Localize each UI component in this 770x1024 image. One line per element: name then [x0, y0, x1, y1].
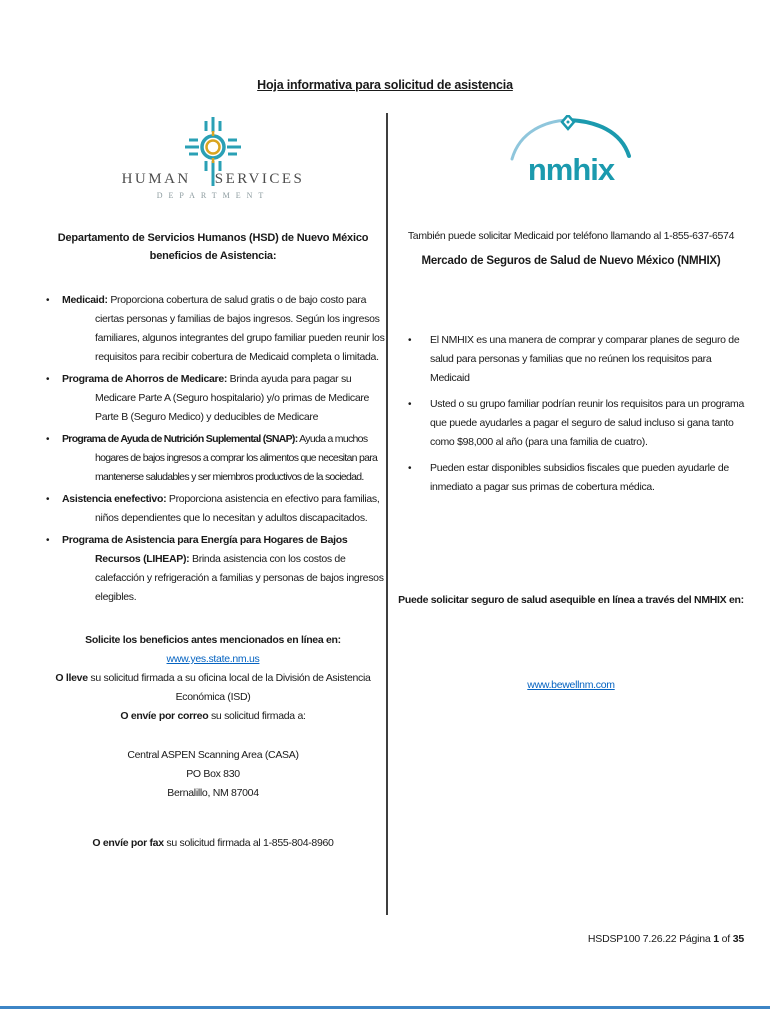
- bullet-text: Ayuda a muchos hogares de bajos ingresos a comprar los alimentos que necesitan para mantenerse saludables y ser miembros productivos de la sociedad.: [95, 433, 378, 483]
- bullet-text: Usted o su grupo familiar podrían reunir los requisitos para un programa que puede ayudarles a pagar el seguro de salud incluso si gana tanto como $98,000 al año (para una familia de cuatro).: [430, 398, 744, 448]
- apply-lead: Solicite los beneficios antes mencionados en línea en:: [85, 634, 341, 646]
- page-title: Hoja informativa para solicitud de asistencia: [257, 78, 513, 92]
- hsd-logo-text: [40, 170, 386, 188]
- nmhix-logo-text: nmhix: [527, 152, 615, 187]
- list-item-medicaid: [40, 291, 386, 367]
- address-line: PO Box 830: [186, 768, 240, 780]
- bullet-text: Proporciona cobertura de salud gratis o de bajo costo para ciertas personas y familias de bajos ingresos. Según los ingresos familiares, algunos integrantes del grupo familiar pueden reunir los requisitos para recibir cobertura de Medicaid completa o limitada.: [95, 294, 385, 363]
- fax-instruction: [40, 834, 386, 853]
- page-footer: [577, 921, 744, 957]
- apply-online-block: [40, 631, 386, 726]
- fax-bold: O envíe por fax: [92, 837, 164, 849]
- nmhix-logo: [398, 113, 744, 191]
- address-line: Bernalillo, NM 87004: [167, 787, 259, 799]
- bullet-icon: •: [46, 535, 50, 546]
- bullet-label: Medicaid:: [62, 294, 108, 306]
- bring-instruction: [40, 669, 386, 707]
- mail-bold: O envíe por correo: [120, 710, 209, 722]
- address-line: Central ASPEN Scanning Area (CASA): [127, 749, 299, 761]
- footer-page-number: 1: [713, 933, 719, 945]
- bullet-label: Asistencia enefectivo:: [62, 493, 167, 505]
- bewellnm-link[interactable]: www.bewellnm.com: [527, 679, 615, 691]
- mail-instruction: [40, 707, 386, 726]
- medicaid-phone-text: También puede solicitar Medicaid por teléfono llamando al 1-855-637-6574: [407, 230, 735, 242]
- yes-state-link-row: [40, 650, 386, 669]
- mail-rest: su solicitud firmada a:: [208, 710, 306, 722]
- bottom-divider-bar: [0, 1006, 770, 1009]
- column-divider: [386, 113, 388, 915]
- list-item-snap: [40, 430, 386, 487]
- bullet-text: Brinda ayuda para pagar su Medicare Parte A (Seguro hospitalario) y/o primas de Medicare Parte B (Seguro Medico) y deducibles de Medicare: [95, 373, 370, 423]
- bullet-text: Brinda asistencia con los costos de calefacción y refrigeración a familias y personas de bajos ingresos elegibles.: [95, 553, 384, 603]
- nmhix-online-text: Puede solicitar seguro de salud asequible en línea a través del NMHIX en:: [398, 594, 744, 606]
- bullet-icon: •: [46, 434, 49, 445]
- bring-rest: su solicitud firmada a su oficina local de la División de Asistencia Económica (ISD): [87, 672, 371, 703]
- bullet-icon: •: [408, 335, 412, 346]
- right-column: [398, 113, 744, 695]
- bullet-icon: •: [46, 494, 50, 505]
- fax-rest: su solicitud firmada al 1-855-804-8960: [163, 837, 334, 849]
- bullet-icon: •: [46, 374, 50, 385]
- nmhix-heading: Mercado de Seguros de Salud de Nuevo México (NMHIX): [421, 255, 721, 267]
- hsd-department-text: DEPARTMENT: [156, 191, 270, 200]
- bullet-text: El NMHIX es una manera de comprar y comparar planes de seguro de salud para personas y familias que no reúnen los requisitos para Medicaid: [430, 334, 740, 384]
- bewellnm-link-row: [398, 676, 744, 695]
- list-item-medicare-savings: [40, 370, 386, 427]
- list-item-cash-assistance: [40, 490, 386, 528]
- bullet-label: Programa de Ayuda de Nutrición Suplemental (SNAP):: [62, 433, 298, 445]
- bullet-icon: •: [408, 463, 412, 474]
- yes-state-link[interactable]: www.yes.state.nm.us: [166, 653, 260, 665]
- bullet-icon: •: [46, 295, 50, 306]
- bullet-icon: •: [408, 399, 412, 410]
- list-item-nmhix-subsidies: [398, 459, 744, 497]
- footer-of: of: [718, 933, 733, 945]
- nmhix-list: [398, 331, 744, 497]
- hsd-logo: [40, 113, 386, 213]
- list-item-nmhix-compare: [398, 331, 744, 388]
- left-heading: Departamento de Servicios Humanos (HSD) de Nuevo México beneficios de Asistencia:: [57, 232, 369, 262]
- bullet-text: Pueden estar disponibles subsidios fiscales que pueden ayudarle de inmediato a pagar sus primas de cobertura médica.: [430, 462, 729, 493]
- footer-total-pages: 35: [732, 933, 744, 945]
- footer-code: HSDSP100 7.26.22 Página: [587, 933, 714, 945]
- hsd-word-services: SERVICES: [214, 171, 305, 187]
- mailing-address: [40, 746, 386, 803]
- benefits-list: [40, 291, 386, 607]
- list-item-liheap: [40, 531, 386, 607]
- bring-bold: O lleve: [55, 672, 88, 684]
- list-item-nmhix-eligibility: [398, 395, 744, 452]
- bullet-label: Programa de Asistencia para Energía para Hogares de Bajos Recursos (LIHEAP):: [62, 534, 348, 565]
- hsd-word-human: HUMAN: [121, 171, 191, 187]
- left-column: [40, 113, 386, 853]
- bullet-label: Programa de Ahorros de Medicare:: [62, 373, 228, 385]
- bullet-text: Proporciona asistencia en efectivo para familias, niños dependientes que lo necesitan y adultos discapacitados.: [95, 493, 380, 524]
